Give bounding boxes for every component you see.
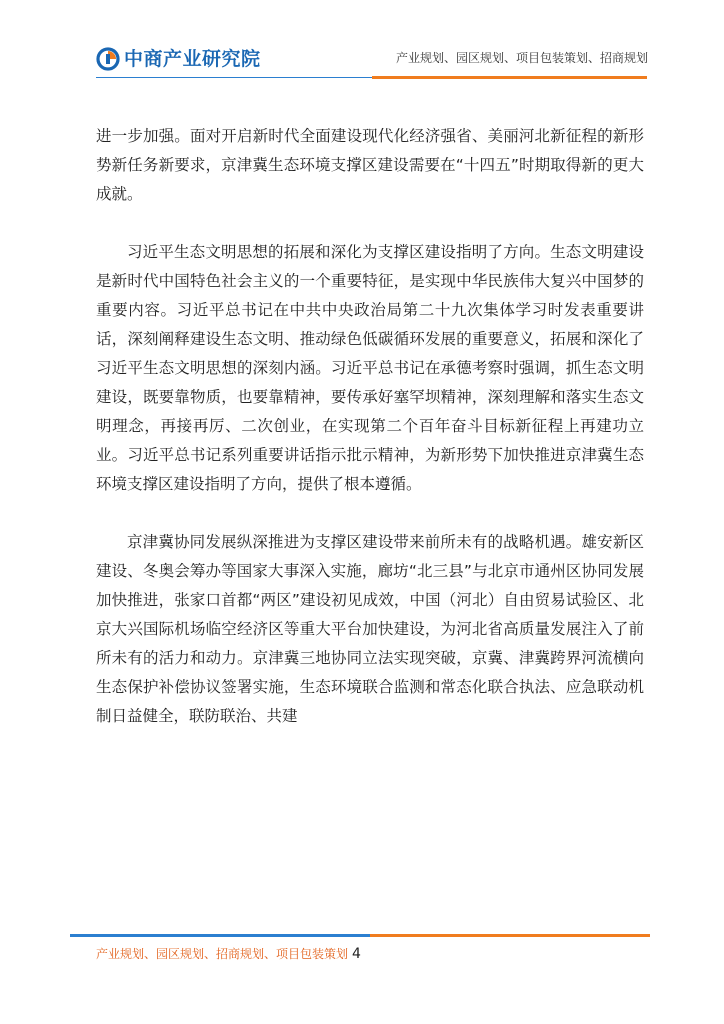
logo-text: 中商产业研究院 xyxy=(124,48,261,70)
page-number: 4 xyxy=(352,946,361,962)
page-header xyxy=(0,0,724,90)
footer-slogan: 产业规划、园区规划、招商规划、项目包装策划 xyxy=(96,947,349,961)
logo xyxy=(96,44,261,74)
logo-icon xyxy=(96,47,120,71)
document-body xyxy=(96,122,644,731)
paragraph-continued: 进一步加强。面对开启新时代全面建设现代化经济强省、美丽河北新征程的新形势新任务新要求，京津冀生态环境支撑区建设需要在“十四五”时期取得新的更大成就。 xyxy=(96,127,644,203)
paragraph: 习近平生态文明思想的拓展和深化为支撑区建设指明了方向。生态文明建设是新时代中国特色社会主义的一个重要特征，是实现中华民族伟大复兴中国梦的重要内容。习近平总书记在中共中央政治局第二十九次集体学习时发表重要讲话，深刻阐释建设生态文明、推动绿色低碳循环发展的重要意义，拓展和深化了习近平生态文明思想的深刻内涵。习近平总书记在承德考察时强调，抓生态文明建设，既要靠物质，也要靠精神，要传承好塞罕坝精神，深刻理解和落实生态文明理念，再接再厉、二次创业，在实现第二个百年奋斗目标新征程上再建功立业。习近平总书记系列重要讲话指示批示精神，为新形势下加快推进京津冀生态环境支撑区建设指明了方向，提供了根本遵循。 xyxy=(96,243,644,493)
paragraph: 京津冀协同发展纵深推进为支撑区建设带来前所未有的战略机遇。雄安新区建设、冬奥会筹办等国家大事深入实施，廊坊“北三县”与北京市通州区协同发展加快推进，张家口首都“两区”建设初见成效，中国（河北）自由贸易试验区、北京大兴国际机场临空经济区等重大平台加快建设，为河北省高质量发展注入了前所未有的活力和动力。京津冀三地协同立法实现突破，京冀、津冀跨界河流横向生态保护补偿协议签署实施，生态环境联合监测和常态化联合执法、应急联动机制日益健全，联防联治、共建 xyxy=(96,533,644,725)
header-slogan: 产业规划、园区规划、项目包装策划、招商规划 xyxy=(395,51,648,65)
footer-divider-orange xyxy=(370,934,650,937)
header-divider-blue xyxy=(96,77,372,78)
page-footer xyxy=(96,946,361,962)
header-divider-orange xyxy=(372,76,647,79)
